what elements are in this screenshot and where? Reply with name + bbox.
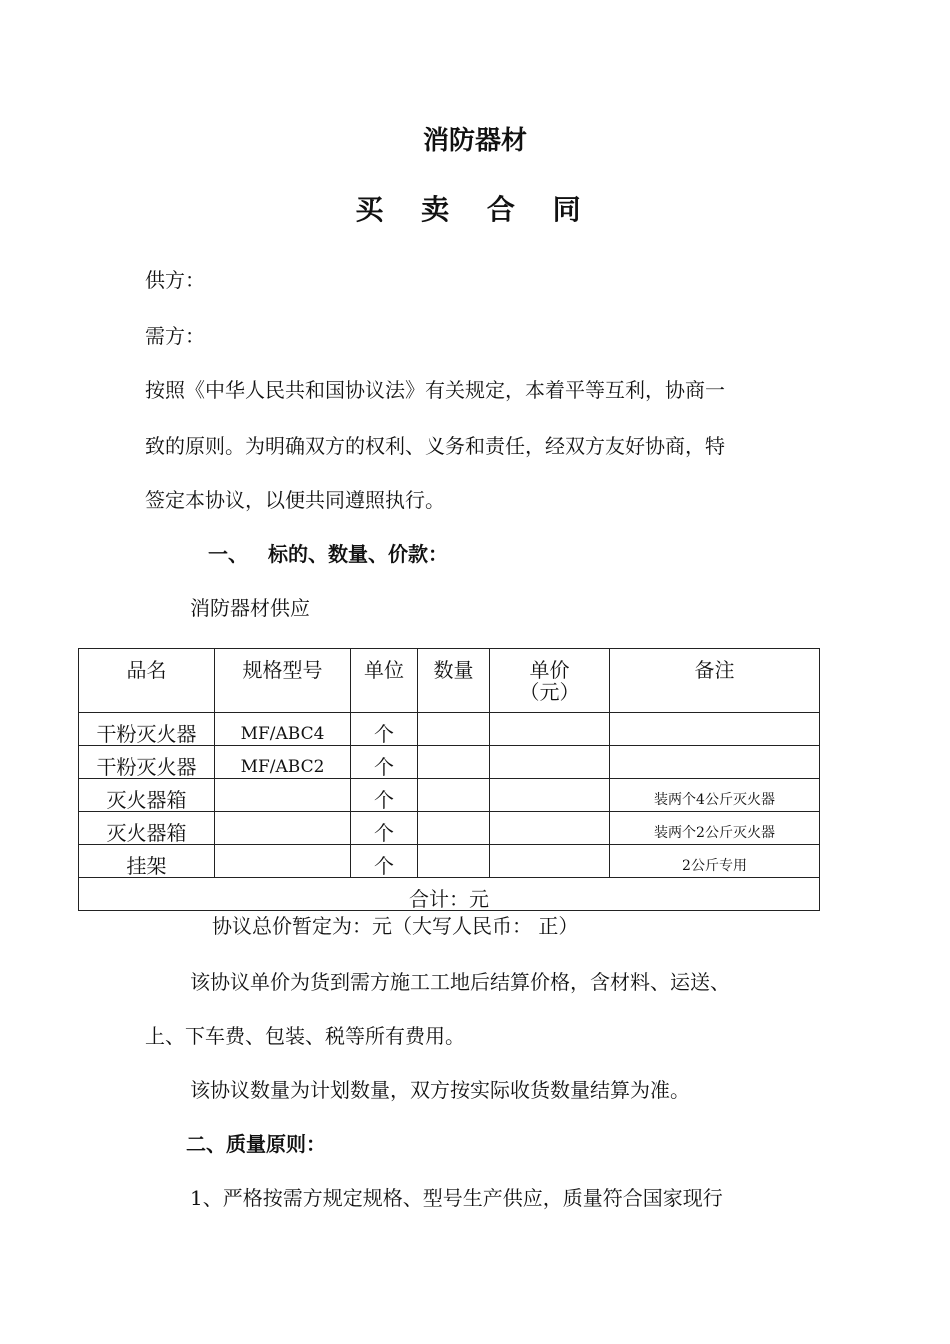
header-spec: 规格型号 (215, 649, 351, 713)
clause-1: 1、严格按需方规定规格、型号生产供应，质量符合国家现行 (190, 1186, 723, 1210)
intro-line-1: 按照《中华人民共和国协议法》有关规定，本着平等互利，协商一 (145, 378, 725, 402)
header-price-label: 单价 (529, 658, 570, 682)
cell-name: 干粉灭火器 (79, 746, 215, 779)
section-1-title: 标的、数量、价款： (268, 542, 448, 566)
cell-spec (215, 845, 351, 878)
cell-note: 装两个4公斤灭火器 (610, 779, 820, 812)
cell-spec (215, 779, 351, 812)
table-row (79, 746, 820, 779)
price-note-line-2: 上、下车费、包装、税等所有费用。 (145, 1024, 465, 1048)
cell-qty (418, 746, 490, 779)
buyer-label: 需方： (145, 324, 205, 348)
table-total: 合计：元 (79, 878, 820, 911)
cell-unit: 个 (351, 812, 418, 845)
table-row (79, 713, 820, 746)
table-row (79, 845, 820, 878)
section-2-title: 二、质量原则： (186, 1132, 326, 1156)
cell-price (490, 779, 610, 812)
cell-qty (418, 845, 490, 878)
cell-spec (215, 812, 351, 845)
document-title: 消防器材 (422, 126, 527, 156)
header-unit: 单位 (351, 649, 418, 713)
cell-name: 干粉灭火器 (79, 713, 215, 746)
cell-price (490, 713, 610, 746)
goods-table (78, 648, 820, 911)
total-price-line: 协议总价暂定为：元（大写人民币： 正） (212, 914, 579, 938)
intro-line-2: 致的原则。为明确双方的权利、义务和责任，经双方友好协商，特 (145, 434, 725, 458)
cell-name: 灭火器箱 (79, 779, 215, 812)
cell-note (610, 713, 820, 746)
cell-note: 装两个2公斤灭火器 (610, 812, 820, 845)
cell-qty (418, 779, 490, 812)
quantity-note: 该协议数量为计划数量，双方按实际收货数量结算为准。 (190, 1078, 690, 1102)
supply-line: 消防器材供应 (190, 596, 310, 620)
table-row (79, 779, 820, 812)
table-total-row (79, 878, 820, 911)
cell-note (610, 746, 820, 779)
cell-note: 2公斤专用 (610, 845, 820, 878)
cell-name: 挂架 (79, 845, 215, 878)
price-note-line-1: 该协议单价为货到需方施工工地后结算价格，含材料、运送、 (190, 970, 730, 994)
supplier-label: 供方： (145, 268, 205, 292)
cell-unit: 个 (351, 845, 418, 878)
cell-unit: 个 (351, 746, 418, 779)
cell-spec: MF/ABC4 (215, 713, 351, 746)
cell-price (490, 845, 610, 878)
document-subtitle: 买 卖 合 同 (355, 193, 595, 226)
cell-unit: 个 (351, 779, 418, 812)
cell-spec: MF/ABC2 (215, 746, 351, 779)
cell-unit: 个 (351, 713, 418, 746)
cell-qty (418, 713, 490, 746)
table-row (79, 812, 820, 845)
header-price-unit: （元） (519, 680, 580, 704)
intro-line-3: 签定本协议，以便共同遵照执行。 (145, 488, 445, 512)
header-name: 品名 (79, 649, 215, 713)
cell-price (490, 812, 610, 845)
cell-price (490, 746, 610, 779)
header-qty: 数量 (418, 649, 490, 713)
cell-qty (418, 812, 490, 845)
table-header-row (79, 649, 820, 713)
cell-name: 灭火器箱 (79, 812, 215, 845)
section-1-number: 一、 (208, 542, 248, 566)
header-price (490, 649, 610, 713)
header-note: 备注 (610, 649, 820, 713)
